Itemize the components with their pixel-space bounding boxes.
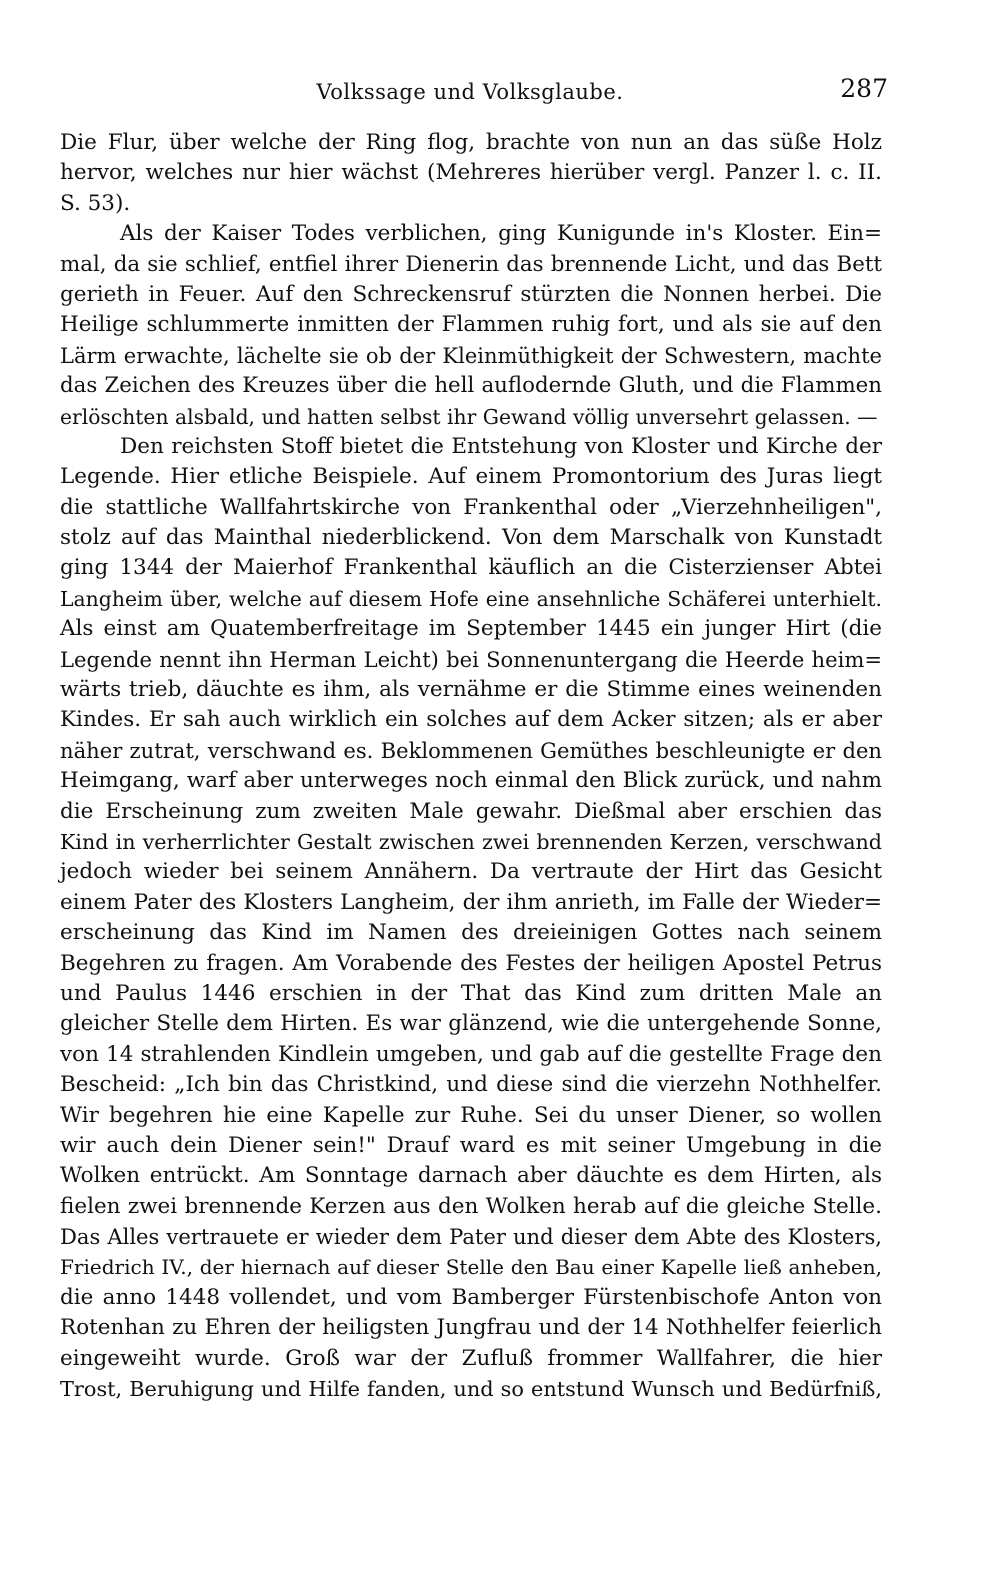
text-line: Friedrich IV., der hiernach auf dieser Stelle den Bau einer Kapelle ließ anheben, bbox=[60, 1255, 882, 1280]
text-line: und Paulus 1446 erschien in der That das Kind zum dritten Male an bbox=[60, 980, 882, 1006]
text-line: Rotenhan zu Ehren der heiligsten Jungfrau und der 14 Nothhelfer feierlich bbox=[60, 1315, 882, 1341]
text-line: die stattliche Wallfahrtskirche von Frankenthal oder „Vierzehnheiligen", bbox=[60, 494, 882, 520]
text-line: jedoch wieder bei seinem Annähern. Da vertraute der Hirt das Gesicht bbox=[60, 859, 882, 885]
text-line: fielen zwei brennende Kerzen aus den Wolken herab auf die gleiche Stelle. bbox=[60, 1193, 882, 1219]
text-line: gleicher Stelle dem Hirten. Es war glänzend, wie die untergehende Sonne, bbox=[60, 1011, 882, 1037]
text-line: Den reichsten Stoff bietet die Entstehung von Kloster und Kirche der bbox=[120, 433, 882, 459]
text-line: Begehren zu fragen. Am Vorabende des Festes der heiligen Apostel Petrus bbox=[60, 950, 882, 976]
body-text bbox=[60, 128, 882, 1404]
text-line: die Erscheinung zum zweiten Male gewahr. Dießmal aber erschien das bbox=[60, 798, 882, 824]
text-line: das Zeichen des Kreuzes über die hell auflodernde Gluth, und die Flammen bbox=[60, 373, 882, 399]
text-line: ging 1344 der Maierhof Frankenthal käuflich an die Cisterzienser Abtei bbox=[60, 555, 882, 581]
text-line: Die Flur, über welche der Ring flog, brachte von nun an das süße Holz bbox=[60, 130, 882, 155]
text-line: hervor, welches nur hier wächst (Mehreres hierüber vergl. Panzer l. c. II. bbox=[60, 160, 882, 186]
text-line: eingeweiht wurde. Groß war der Zufluß frommer Wallfahrer, die hier bbox=[60, 1345, 882, 1371]
text-line: Bescheid: „Ich bin das Christkind, und diese sind die vierzehn Nothhelfer. bbox=[60, 1072, 882, 1098]
text-line: Als der Kaiser Todes verblichen, ging Kunigunde in's Kloster. Ein= bbox=[120, 221, 882, 247]
page-number: 287 bbox=[840, 74, 888, 103]
text-line: Lärm erwachte, lächelte sie ob der Kleinmüthigkeit der Schwestern, machte bbox=[60, 342, 882, 368]
text-line: Kindes. Er sah auch wirklich ein solches auf dem Acker sitzen; als er aber bbox=[60, 707, 882, 733]
text-line: Legende. Hier etliche Beispiele. Auf einem Promontorium des Juras liegt bbox=[60, 464, 882, 490]
text-line: einem Pater des Klosters Langheim, der ihm anrieth, im Falle der Wieder= bbox=[60, 889, 882, 915]
text-line: Legende nennt ihn Herman Leicht) bei Sonnenuntergang die Heerde heim= bbox=[60, 646, 882, 672]
text-line: Wolken entrückt. Am Sonntage darnach aber däuchte es dem Hirten, als bbox=[60, 1163, 882, 1189]
text-line: stolz auf das Mainthal niederblickend. Von dem Marschalk von Kunstadt bbox=[60, 525, 882, 551]
text-line: erlöschten alsbald, und hatten selbst ihr Gewand völlig unversehrt gelassen. — bbox=[60, 404, 878, 429]
text-line: S. 53). bbox=[60, 190, 131, 216]
text-line: gerieth in Feuer. Auf den Schreckensruf stürzten die Nonnen herbei. Die bbox=[60, 281, 882, 307]
text-line: die anno 1448 vollendet, und vom Bamberger Fürstenbischofe Anton von bbox=[60, 1284, 882, 1310]
running-head bbox=[0, 74, 1000, 114]
text-line: mal, da sie schlief, entfiel ihrer Dienerin das brennende Licht, und das Bett bbox=[60, 251, 882, 277]
text-line: Wir begehren hie eine Kapelle zur Ruhe. Sei du unser Diener, so wollen bbox=[60, 1102, 882, 1128]
text-line: von 14 strahlenden Kindlein umgeben, und gab auf die gestellte Frage den bbox=[60, 1041, 882, 1067]
text-line: näher zutrat, verschwand es. Beklommenen Gemüthes beschleunigte er den bbox=[60, 737, 882, 763]
text-line: Trost, Beruhigung und Hilfe fanden, und so entstund Wunsch und Bedürfniß, bbox=[60, 1377, 882, 1402]
text-line: Als einst am Quatemberfreitage im September 1445 ein junger Hirt (die bbox=[60, 616, 882, 642]
text-line: Kind in verherrlichter Gestalt zwischen zwei brennenden Kerzen, verschwand bbox=[60, 829, 882, 854]
header-title: Volkssage und Volksglaube. bbox=[316, 80, 624, 104]
text-line: Das Alles vertrauete er wieder dem Pater und dieser dem Abte des Klosters, bbox=[60, 1224, 882, 1250]
text-line: Langheim über, welche auf diesem Hofe eine ansehnliche Schäferei unterhielt. bbox=[60, 586, 882, 611]
text-line: wir auch dein Diener sein!" Drauf ward es mit seiner Umgebung in die bbox=[60, 1132, 882, 1158]
text-line: erscheinung das Kind im Namen des dreieinigen Gottes nach seinem bbox=[60, 920, 882, 946]
text-line: Heimgang, warf aber unterweges noch einmal den Blick zurück, und nahm bbox=[60, 768, 882, 794]
text-line: wärts trieb, däuchte es ihm, als vernähme er die Stimme eines weinenden bbox=[60, 677, 882, 703]
text-line: Heilige schlummerte inmitten der Flammen ruhig fort, und als sie auf den bbox=[60, 312, 882, 338]
